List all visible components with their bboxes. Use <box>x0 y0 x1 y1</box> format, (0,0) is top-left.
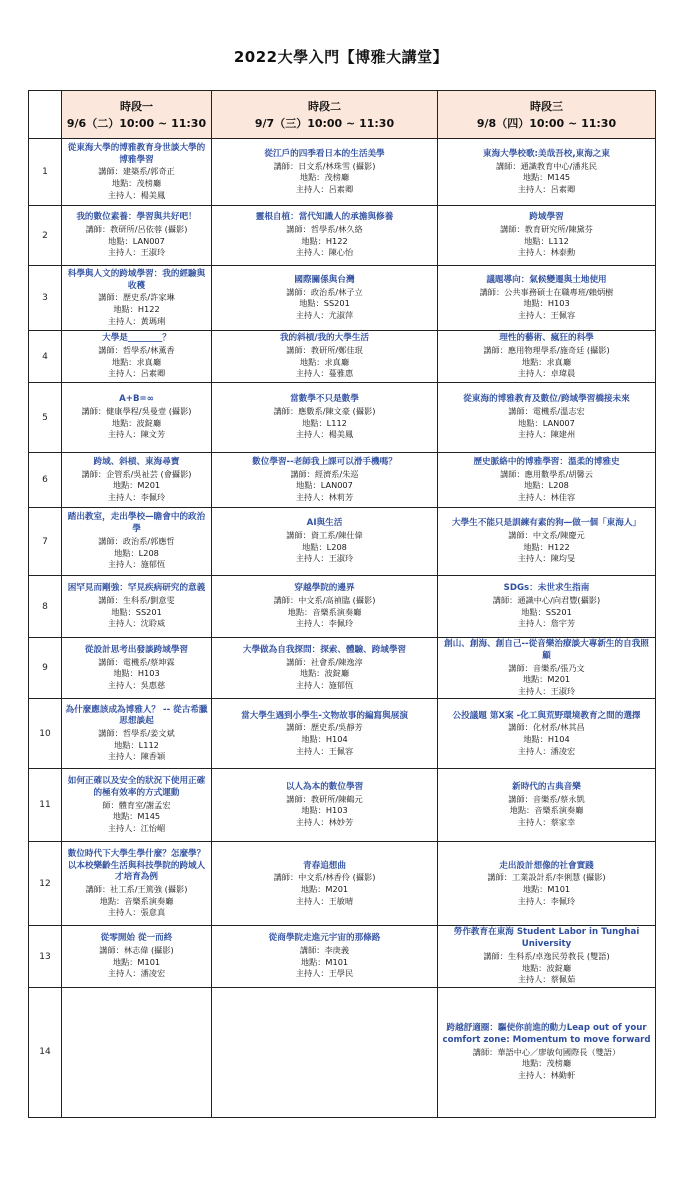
session-detail: 講師：教研所/陳鶴元 <box>286 793 363 804</box>
slot-date: 9/8（四）10:00 ~ 11:30 <box>476 116 617 130</box>
session-detail: 講師：應用數學系/胡馨云 <box>500 468 593 479</box>
slot-name: 時段一 <box>120 99 153 113</box>
session-content <box>62 211 211 260</box>
session-detail: 地點：H103 <box>113 668 160 679</box>
session-content <box>62 332 211 381</box>
session-detail: 主持人：林莉芳 <box>295 491 354 502</box>
session-cell <box>438 926 656 987</box>
session-detail: 主持人：陳文芳 <box>107 429 166 440</box>
session-content <box>62 511 211 571</box>
table-row <box>29 842 656 926</box>
session-cell <box>438 139 656 206</box>
session-detail: 講師：中文系/陳慶元 <box>508 530 585 540</box>
corner-cell <box>29 91 62 139</box>
session-detail: 地點：H104 <box>301 733 348 744</box>
session-detail: 主持人：李佩玲 <box>517 895 576 906</box>
session-detail: 主持人：呂素卿 <box>517 183 576 194</box>
session-detail: 主持人：王學民 <box>295 968 354 979</box>
session-detail: 講師：經濟系/朱巡 <box>290 468 359 479</box>
row-number: 3 <box>29 266 62 331</box>
session-title: 大學是________？ <box>102 333 171 344</box>
session-detail: 主持人：林勤軒 <box>517 1069 576 1080</box>
session-detail: 地點：H122 <box>113 304 160 314</box>
table-row <box>29 383 656 453</box>
session-cell <box>62 842 212 926</box>
row-number: 12 <box>29 842 62 926</box>
session-title: 從東海大學的博雅教育身世談大學的博雅學習 <box>67 142 206 165</box>
session-content <box>62 932 211 981</box>
session-content <box>212 148 437 197</box>
session-content <box>438 148 655 197</box>
session-detail: 講師：教研所/呂依蓉 (攝影) <box>85 224 188 234</box>
session-detail: 講師：社工系/王篤強 (攝影) <box>85 884 188 895</box>
table-row <box>29 139 656 206</box>
session-content <box>438 517 655 566</box>
session-detail: 講師：華語中心／廖敏旬國際長（雙語） <box>472 1046 621 1057</box>
session-title: 如何正確以及安全的狀況下使用正確的極有效率的方式運動 <box>67 776 206 798</box>
session-title: 穿越學院的邊界 <box>294 583 355 594</box>
header-row <box>29 91 656 139</box>
session-detail: 主持人：潘凌宏 <box>107 968 166 979</box>
session-detail: 地點：H122 <box>523 541 570 552</box>
session-detail: 主持人：王佩容 <box>517 309 576 320</box>
session-cell <box>212 987 438 1117</box>
schedule-table <box>28 90 656 1118</box>
row-number: 9 <box>29 638 62 699</box>
session-detail: 地點：H103 <box>301 805 348 816</box>
session-detail: 地點：波錠廳 <box>521 962 572 973</box>
session-detail: 地點：M201 <box>300 883 349 894</box>
session-title: 跨域、斜槓、東海尋寶 <box>93 456 180 467</box>
session-cell <box>62 206 212 266</box>
session-detail: 講師：政治系/郭應哲 <box>98 535 175 546</box>
session-detail: 講師：日文系/林珠雪 (攝影) <box>273 160 376 171</box>
session-detail: 講師：哲學系/林久絡 <box>286 224 363 234</box>
session-detail: 講師：音樂系/張乃文 <box>508 662 585 673</box>
session-detail: 講師：教研所/鄭佳珉 <box>286 345 363 355</box>
session-detail: 主持人：王淑玲 <box>295 553 354 564</box>
session-cell <box>212 769 438 842</box>
session-detail: 地點：LAN007 <box>108 235 165 246</box>
session-detail: 主持人：蔡佩茹 <box>517 974 576 985</box>
session-detail: 主持人：黃瑪琍 <box>107 315 166 326</box>
session-title: 勞作教育在東海 Student Labor in Tunghai University <box>453 927 640 950</box>
session-title: 科學與人文的跨域學習：我的經驗與收穫 <box>67 268 206 291</box>
row-number: 4 <box>29 331 62 383</box>
session-title: 當大學生遇到小學生-文物故事的編寫與展演 <box>241 710 408 721</box>
session-detail: 地點：L112 <box>114 739 159 750</box>
session-cell <box>62 453 212 508</box>
session-detail: 地點：L112 <box>302 417 347 428</box>
session-content <box>438 781 655 830</box>
session-detail: 主持人：蔓雅惠 <box>295 368 354 379</box>
row-number: 14 <box>29 987 62 1117</box>
session-title: 從零開始 從一而終 <box>100 933 173 944</box>
session-title: AI與生活 <box>306 518 343 529</box>
session-cell <box>438 769 656 842</box>
session-detail: 地點：求真廳 <box>111 356 162 367</box>
session-title: 跨域學習 <box>529 212 564 223</box>
session-content <box>438 393 655 442</box>
session-detail: 主持人：潘凌宏 <box>517 745 576 756</box>
slot-name: 時段三 <box>530 99 563 113</box>
session-content <box>438 211 655 260</box>
session-detail: 主持人：吳惠慈 <box>107 679 166 690</box>
session-detail: 地點：茂榜廳 <box>299 172 350 183</box>
session-detail: 講師：電機系/溫志宏 <box>508 406 585 416</box>
session-detail: 地點：音樂系演奏廳 <box>287 606 362 617</box>
session-cell <box>62 508 212 576</box>
header-slot-2 <box>212 91 438 139</box>
session-cell <box>62 139 212 206</box>
session-title: 以人為本的數位學習 <box>285 782 364 793</box>
session-detail: 地點：M101 <box>522 883 571 894</box>
session-title: 困罕見而剛強：罕見疾病研究的意義 <box>67 583 206 594</box>
session-detail: 講師：教育研究所/陳黛芬 <box>500 224 593 234</box>
session-cell <box>62 383 212 453</box>
row-number: 8 <box>29 576 62 638</box>
row-number: 11 <box>29 769 62 842</box>
session-detail: 主持人：王淑玲 <box>107 247 166 258</box>
session-cell <box>212 699 438 769</box>
session-detail: 地點：茂榜廳 <box>111 178 162 188</box>
session-detail: 主持人：呂素卿 <box>295 183 354 194</box>
session-cell <box>62 576 212 638</box>
table-row <box>29 576 656 638</box>
slot-date: 9/7（三）10:00 ~ 11:30 <box>254 116 395 130</box>
session-content <box>438 926 655 986</box>
session-title: 從商學院走進元宇宙的那條路 <box>268 933 381 944</box>
session-detail: 地點：音樂系演奏廳 <box>99 895 174 906</box>
session-detail: 地點：求真廳 <box>299 356 350 367</box>
session-cell <box>438 699 656 769</box>
session-detail: 講師：生科系/劉意雯 <box>98 595 175 605</box>
session-detail: 地點：求真廳 <box>521 356 572 367</box>
session-content <box>438 1022 655 1082</box>
session-cell <box>212 508 438 576</box>
session-detail: 講師：音樂系/蔡永凱 <box>508 793 585 804</box>
header-slot-1 <box>62 91 212 139</box>
session-content <box>62 848 211 920</box>
session-content <box>212 332 437 381</box>
page-title: 2022大學入門【博雅大講堂】 <box>233 48 449 66</box>
slot-date: 9/6（二）10:00 ~ 11:30 <box>66 116 207 130</box>
session-content <box>212 932 437 981</box>
session-detail: 講師：李庚義 <box>299 945 350 956</box>
session-detail: 主持人：施郁恆 <box>295 679 354 690</box>
session-cell <box>438 638 656 699</box>
session-title: 議題導向：氣候變遷與土地使用 <box>486 274 607 285</box>
session-detail: 主持人：呂素卿 <box>107 368 166 379</box>
session-cell <box>62 638 212 699</box>
session-detail: 地點：L112 <box>524 235 569 246</box>
row-number: 7 <box>29 508 62 576</box>
session-detail: 主持人：林佳容 <box>517 491 576 502</box>
session-detail: 講師：哲學系/姜文斌 <box>98 728 175 739</box>
session-detail: 講師：應數系/陳文豪 (攝影) <box>273 406 376 416</box>
header-slot-3 <box>438 91 656 139</box>
session-title: 數位時代下大學生學什麼？怎麼學？以本校樂齡生活與科技學院的跨域人才培育為例 <box>67 848 206 883</box>
session-content <box>438 860 655 909</box>
session-cell <box>62 331 212 383</box>
session-content <box>438 456 655 505</box>
session-title: 創山、創海、創自己--從音樂治療談大專新生的自我照顧 <box>444 639 649 661</box>
session-cell <box>212 576 438 638</box>
session-detail: 地點：M101 <box>112 956 161 967</box>
session-content <box>438 638 655 698</box>
session-detail: 講師：工業設計系/李俐慧 (攝影) <box>487 872 606 883</box>
session-detail: 主持人：林妙芳 <box>295 817 354 828</box>
session-detail: 地點：茂榜廳 <box>521 1058 572 1069</box>
session-detail: 地點：M201 <box>522 674 571 685</box>
session-title: A+B=∞ <box>119 394 154 405</box>
session-title: 跨越舒適圈：驅使你前進的動力Leap out of your comfort zone: Momentum to move forward <box>442 1023 651 1045</box>
session-cell <box>62 266 212 331</box>
session-detail: 地點：M201 <box>112 480 161 491</box>
session-title: 新時代的古典音樂 <box>512 782 581 793</box>
session-cell <box>438 987 656 1117</box>
session-content <box>212 274 437 323</box>
session-detail: 主持人：陳建州 <box>517 429 576 440</box>
session-detail: 地點：H104 <box>523 733 570 744</box>
row-number: 1 <box>29 139 62 206</box>
session-content <box>62 268 211 328</box>
session-detail: 主持人：陳均旻 <box>517 553 576 564</box>
slot-name: 時段二 <box>308 99 341 113</box>
session-content <box>438 710 655 759</box>
session-title: 從江戶的四季看日本的生活美學 <box>264 148 385 159</box>
session-detail: 主持人：楊美鳳 <box>295 429 354 440</box>
table-row <box>29 699 656 769</box>
session-content <box>62 582 211 631</box>
session-detail: 講師：健康學程/吳曼壹 (攝影) <box>81 406 192 416</box>
session-title: 大學生不能只是訓練有素的狗—做一個「東海人」 <box>451 518 642 529</box>
session-detail: 講師：企管系/吳祉芸 (會攝影) <box>81 468 192 479</box>
session-title: 數位學習--老師我上課可以滑手機嗎？ <box>252 456 397 467</box>
session-detail: 主持人：王敏晴 <box>295 895 354 906</box>
session-title: 我的斜槓/我的大學生活 <box>279 333 370 344</box>
session-detail: 講師：化材系/林其昌 <box>508 722 585 733</box>
session-title: 青春追想曲 <box>303 860 346 871</box>
session-detail: 地點：音樂系演奏廳 <box>509 805 584 816</box>
session-cell <box>438 842 656 926</box>
row-number: 10 <box>29 699 62 769</box>
session-title: 為什麼應該成為博雅人？ -- 從古希臘思想談起 <box>65 704 208 727</box>
session-detail: 講師：歷史系/許家琳 <box>98 292 175 303</box>
session-detail: 地點：L208 <box>524 480 569 491</box>
table-row <box>29 926 656 987</box>
session-detail: 講師：通識教育中心/潘兆民 <box>495 160 597 171</box>
table-row <box>29 508 656 576</box>
session-detail: 講師：哲學系/林薰香 <box>98 345 175 355</box>
session-content <box>212 582 437 631</box>
session-detail: 主持人：陳心怡 <box>295 247 354 258</box>
session-cell <box>62 699 212 769</box>
session-detail: 講師：資工系/陳仕偉 <box>286 530 363 540</box>
session-cell <box>212 331 438 383</box>
table-row <box>29 638 656 699</box>
session-detail: 主持人：張意真 <box>107 907 166 918</box>
row-number: 6 <box>29 453 62 508</box>
session-cell <box>62 926 212 987</box>
session-title: 踏出教室，走出學校—瞻會中的政治學 <box>67 512 206 535</box>
session-content <box>212 781 437 830</box>
session-detail: 地點：波錠廳 <box>111 417 162 428</box>
session-detail: 主持人：江怡嵋 <box>107 822 166 833</box>
table-row <box>29 987 656 1117</box>
session-title: 我的數位素養：學習與共好吧！ <box>76 212 197 223</box>
table-row <box>29 206 656 266</box>
session-title: 國際關係與台灣 <box>294 274 355 285</box>
session-detail: 講師：公共事務碩士在職專班/賴炳樹 <box>479 286 614 297</box>
session-content <box>62 644 211 693</box>
session-content <box>212 710 437 759</box>
session-cell <box>438 508 656 576</box>
session-detail: 講師：中文系/林香伶 (攝影) <box>273 872 376 883</box>
session-title: 靈根自植：當代知識人的承擔與修養 <box>255 212 394 223</box>
session-title: 走出設計想像的社會實踐 <box>499 860 594 871</box>
session-cell <box>212 453 438 508</box>
session-detail: 講師：政治系/林子立 <box>286 286 363 297</box>
session-content <box>212 517 437 566</box>
session-cell <box>212 926 438 987</box>
session-title: 公投議題 第X案 -化工與荒野環境教育之間的選擇 <box>452 710 641 721</box>
session-title: 大學做為自我探問：探索、體驗、跨域學習 <box>242 644 407 655</box>
session-detail: 主持人：陳香穎 <box>107 751 166 762</box>
session-content <box>62 393 211 442</box>
session-title: 歷史脈絡中的博雅學習：溫柔的博雅史 <box>473 456 620 467</box>
session-title: 從設計思考出發談跨域學習 <box>84 644 189 655</box>
session-detail: 講師：社會系/陳逸淳 <box>286 656 363 667</box>
session-detail: 地點：L208 <box>114 547 159 558</box>
session-title: 當數學不只是數學 <box>290 394 359 405</box>
session-content <box>62 142 211 202</box>
session-detail: 地點：M145 <box>522 172 571 183</box>
session-detail: 主持人：李佩玲 <box>295 618 354 629</box>
session-cell <box>438 206 656 266</box>
session-detail: 主持人：詹宇芳 <box>517 618 576 629</box>
session-detail: 地點：LAN007 <box>296 480 353 491</box>
session-detail: 主持人：沈聆威 <box>107 618 166 629</box>
session-detail: 主持人：李佩玲 <box>107 491 166 502</box>
session-cell <box>212 383 438 453</box>
row-number: 5 <box>29 383 62 453</box>
table-row <box>29 331 656 383</box>
session-content <box>212 211 437 260</box>
session-detail: 地點：M101 <box>300 956 349 967</box>
session-detail: 主持人：尤淑萍 <box>295 309 354 320</box>
session-detail: 主持人：王淑玲 <box>517 685 576 696</box>
session-content <box>62 704 211 764</box>
session-cell <box>62 987 212 1117</box>
session-title: 從東海的博雅教育及數位/跨域學習橋接未來 <box>463 394 630 405</box>
session-detail: 講師：電機系/蔡坤霖 <box>98 656 175 667</box>
session-detail: 主持人：林泰勳 <box>517 247 576 258</box>
session-detail: 地點：H122 <box>301 235 348 246</box>
session-cell <box>438 383 656 453</box>
session-content <box>212 456 437 505</box>
session-detail: 地點：H103 <box>523 298 570 309</box>
session-detail: 地點：SS201 <box>111 606 162 617</box>
session-detail: 地點：LAN007 <box>518 417 575 428</box>
session-detail: 講師：生科系/卓逸民勞教長 (雙語) <box>483 950 610 961</box>
row-number: 13 <box>29 926 62 987</box>
session-content <box>438 582 655 631</box>
session-detail: 講師：建築系/郭奇正 <box>98 166 175 177</box>
session-content <box>212 860 437 909</box>
session-detail: 地點：L208 <box>302 541 347 552</box>
session-detail: 主持人：王佩容 <box>295 745 354 756</box>
row-number: 2 <box>29 206 62 266</box>
session-content <box>438 274 655 323</box>
table-row <box>29 453 656 508</box>
session-content <box>438 332 655 381</box>
session-content <box>62 775 211 835</box>
session-cell <box>438 453 656 508</box>
session-content <box>62 456 211 505</box>
table-row <box>29 266 656 331</box>
session-detail: 講師：中文系/高禎臨 (攝影) <box>273 595 376 605</box>
session-cell <box>438 266 656 331</box>
session-detail: 主持人：蔡家幸 <box>517 817 576 828</box>
session-title: 東海大學校歌:美哉吾校,東海之東 <box>482 148 610 159</box>
session-detail: 講師：通識中心/向君豐(攝影) <box>492 595 601 605</box>
session-cell <box>438 576 656 638</box>
session-detail: 地點：SS201 <box>521 606 572 617</box>
session-detail: 主持人：卓瑋晨 <box>517 368 576 379</box>
session-detail: 主持人：楊美鳳 <box>107 189 166 200</box>
session-detail: 地點：SS201 <box>299 298 350 309</box>
session-detail: 講師：歷史系/吳靜芳 <box>286 722 363 733</box>
session-detail: 主持人：施郁恆 <box>107 559 166 570</box>
session-cell <box>212 139 438 206</box>
session-cell <box>212 842 438 926</box>
session-content <box>212 393 437 442</box>
session-title: 理性的藝術、瘋狂的科學 <box>499 333 594 344</box>
session-detail: 講師：應用物理學系/施奇廷 (攝影) <box>483 345 610 355</box>
session-cell <box>62 769 212 842</box>
session-detail: 師：體育室/謝孟宏 <box>102 799 171 810</box>
session-cell <box>438 331 656 383</box>
table-row <box>29 769 656 842</box>
session-cell <box>212 266 438 331</box>
session-title: SDGs：未世求生指南 <box>503 583 590 594</box>
session-detail: 地點：波錠廳 <box>299 668 350 679</box>
session-detail: 地點：M145 <box>112 811 161 822</box>
session-cell <box>212 206 438 266</box>
session-cell <box>212 638 438 699</box>
session-content <box>212 644 437 693</box>
session-detail: 講師：林志偉 (攝影) <box>99 945 174 956</box>
